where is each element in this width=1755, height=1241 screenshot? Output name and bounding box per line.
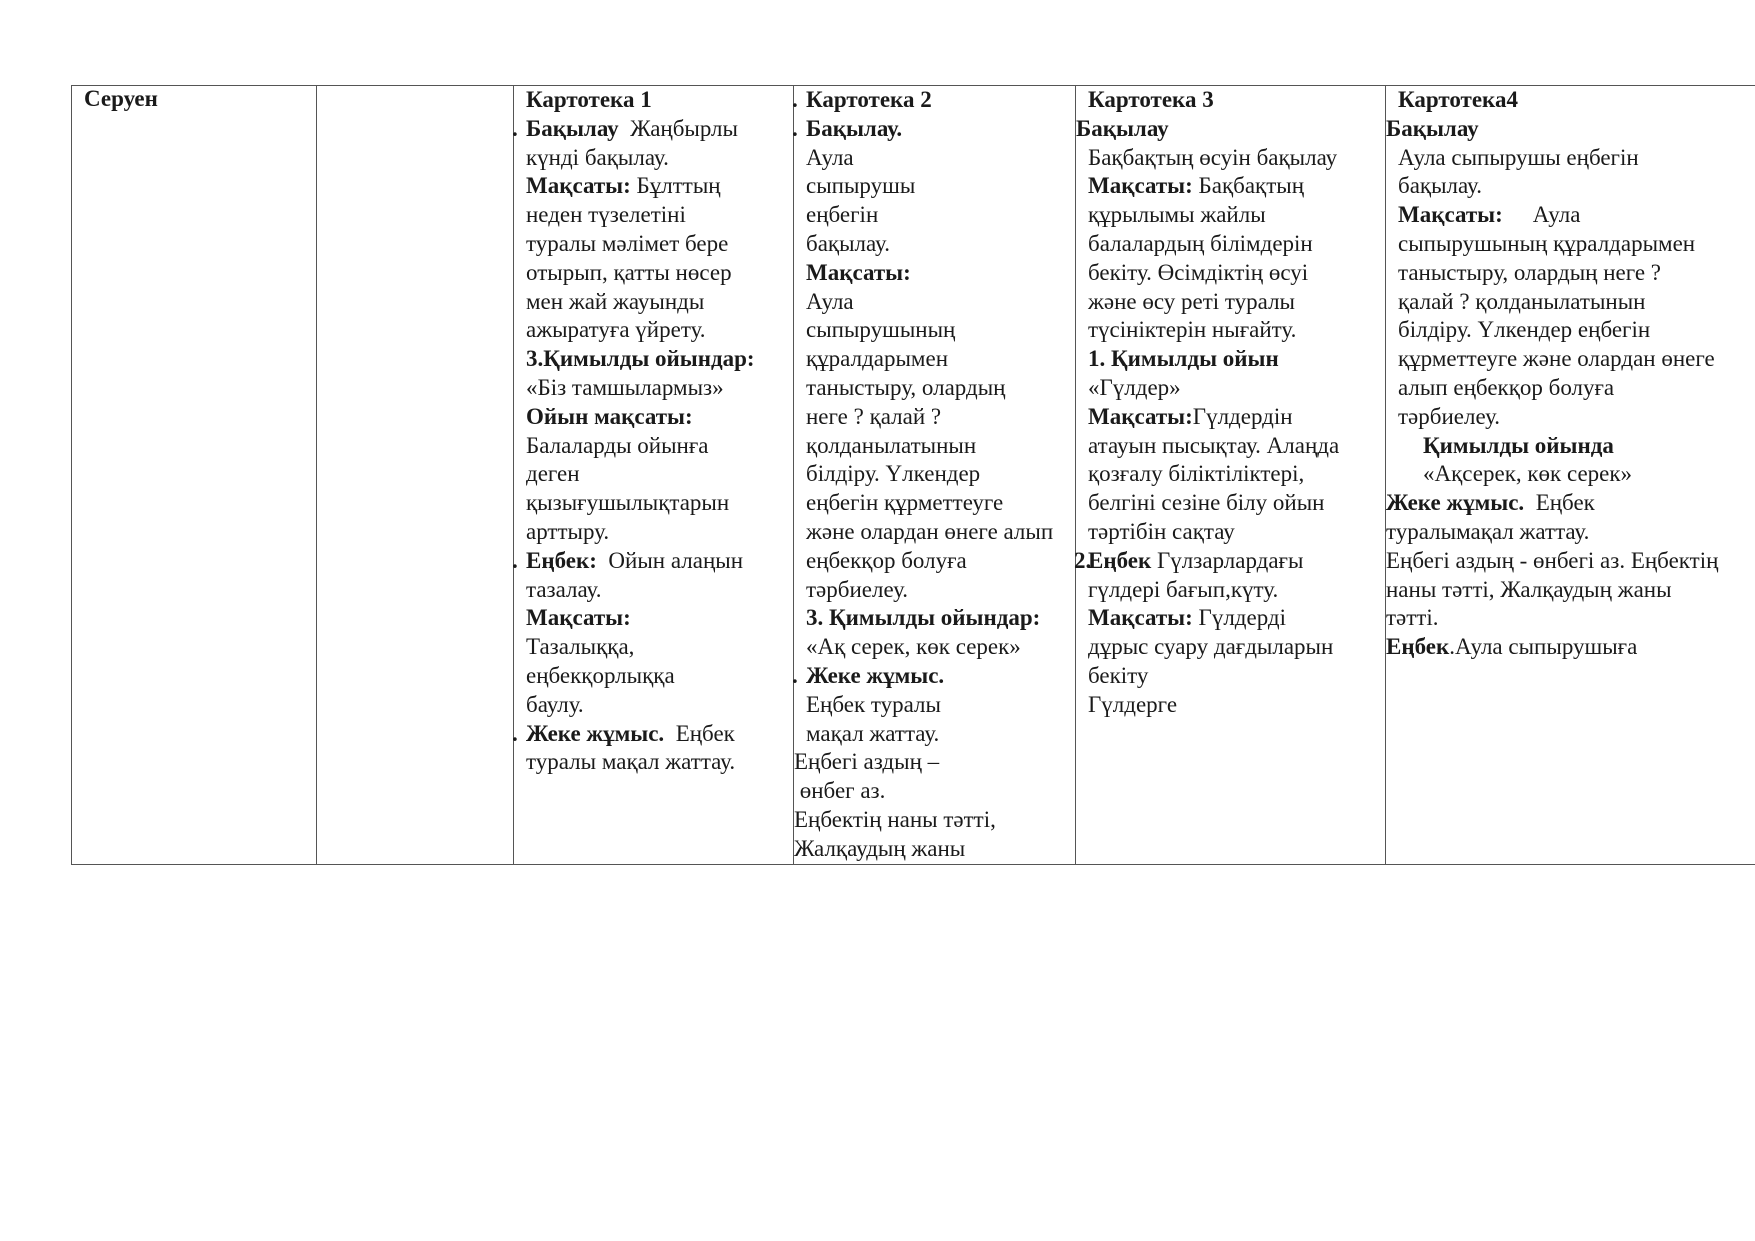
line-text: бекіту xyxy=(1088,662,1149,688)
line-text: түсініктерін нығайту. xyxy=(1088,317,1297,343)
card-line xyxy=(794,403,1075,432)
card-line xyxy=(1386,604,1755,633)
line-text: құрметтеуге және олардан өнеге xyxy=(1398,346,1715,372)
line-text: «Ақсерек, көк серек» xyxy=(1423,461,1633,487)
card-line xyxy=(514,576,793,605)
card-line xyxy=(794,633,1075,662)
card-line xyxy=(514,172,793,201)
card-line xyxy=(514,403,793,432)
line-text: қолданылатынын xyxy=(806,432,977,458)
line-heading: Жеке жұмыс. xyxy=(526,720,665,746)
line-text: Еңбек туралы xyxy=(806,691,941,717)
card-line xyxy=(1076,576,1385,605)
line-text: «Гүлдер» xyxy=(1088,374,1181,400)
line-text: сыпырушының xyxy=(806,317,956,343)
line-text: неден түзелетіні xyxy=(526,202,686,228)
line-text: және олардан өнеге алып xyxy=(806,518,1054,544)
line-heading: Жеке жұмыс. xyxy=(806,662,945,688)
line-heading: Мақсаты: xyxy=(806,259,911,285)
list-bullet: . xyxy=(512,115,518,141)
line-text: қалай ? қолданылатынын xyxy=(1398,288,1646,314)
card-line xyxy=(1386,460,1755,489)
card-line xyxy=(1386,201,1755,230)
line-text: Гүлдерге xyxy=(1088,691,1178,717)
card-line xyxy=(1076,115,1385,144)
line-text: неге ? қалай ? xyxy=(806,403,942,429)
card-line xyxy=(514,230,793,259)
line-text: Балаларды ойынға xyxy=(526,432,709,458)
line-text: Жаңбырлы xyxy=(618,115,738,141)
line-text: бақылау. xyxy=(806,230,891,256)
table-row xyxy=(72,86,1755,865)
card-line xyxy=(1076,518,1385,547)
card-line xyxy=(1386,144,1755,173)
card-line xyxy=(794,806,1075,835)
card-line xyxy=(514,288,793,317)
line-text: Аула xyxy=(1532,202,1581,228)
card-line xyxy=(1386,345,1755,374)
line-text: тәрбиелеу. xyxy=(1398,403,1501,429)
card-line xyxy=(1386,432,1755,461)
line-text: сыпырушының құралдарымен xyxy=(1398,230,1696,256)
card-line xyxy=(794,230,1075,259)
card-line xyxy=(514,604,793,633)
card-line xyxy=(794,115,1075,144)
line-text: наны тәтті, Жалқаудың жаны xyxy=(1386,576,1672,602)
line-heading: Еңбек xyxy=(1088,547,1152,573)
line-heading: Бақылау. xyxy=(806,115,903,141)
line-text: .Аула сыпырушыға xyxy=(1449,634,1638,660)
line-text: Аула xyxy=(806,144,854,170)
list-bullet: . xyxy=(792,115,798,141)
list-bullet: . xyxy=(512,720,518,746)
card-line xyxy=(794,547,1075,576)
line-text: «Біз тамшылармыз» xyxy=(526,374,724,400)
line-text: білдіру. Үлкендер еңбегін xyxy=(1398,317,1651,343)
line-text: туралы мәлімет бере xyxy=(526,230,729,256)
card-line xyxy=(1386,316,1755,345)
line-text: құралдарымен xyxy=(806,346,948,372)
line-text: құрылымы жайлы xyxy=(1088,202,1266,228)
card-line xyxy=(794,604,1075,633)
card-line xyxy=(514,547,793,576)
list-bullet: . xyxy=(792,87,798,112)
card-line xyxy=(514,345,793,374)
line-heading: Еңбек xyxy=(1386,634,1450,660)
line-heading: Бақылау xyxy=(1076,115,1169,141)
card-cell-4 xyxy=(1386,86,1755,865)
card-line xyxy=(794,662,1075,691)
card-line xyxy=(514,201,793,230)
line-text: сыпырушы xyxy=(806,173,916,199)
line-heading: Мақсаты: xyxy=(1088,403,1193,429)
line-text: ажыратуға үйрету. xyxy=(526,317,706,343)
card-line xyxy=(794,691,1075,720)
card-line xyxy=(794,835,1075,864)
card-line xyxy=(794,374,1075,403)
list-bullet: . xyxy=(792,662,798,688)
line-text: Еңбегі аздың – xyxy=(794,749,940,775)
card-line xyxy=(1386,288,1755,317)
card-line xyxy=(514,748,793,777)
line-text: алып еңбекқор болуға xyxy=(1398,374,1615,400)
line-text: туралымақал жаттау. xyxy=(1386,518,1590,544)
card-body-1 xyxy=(514,86,793,864)
card-cell-1 xyxy=(514,86,794,865)
line-text: таныстыру, олардың xyxy=(806,374,1006,400)
line-text: Аула сыпырушы еңбегін xyxy=(1398,144,1639,170)
card-line xyxy=(794,748,1075,777)
line-text: Бұлттың xyxy=(630,173,721,199)
card-title: Картотека4 xyxy=(1398,87,1518,112)
line-heading: Мақсаты: xyxy=(526,605,631,631)
line-text: Еңбектің наны тәтті, xyxy=(794,806,996,832)
card-line xyxy=(1076,374,1385,403)
card-line xyxy=(1076,547,1385,576)
line-text: гүлдері бағып,күту. xyxy=(1088,576,1279,602)
card-line xyxy=(1386,547,1755,576)
card-line xyxy=(1386,115,1755,144)
plan-table xyxy=(71,85,1755,865)
card-line xyxy=(514,115,793,144)
list-bullet: . xyxy=(512,547,518,573)
line-heading: Еңбек: xyxy=(526,547,597,573)
empty-cell xyxy=(317,86,514,865)
line-text: Тазалыққа, xyxy=(526,634,635,660)
line-text: Еңбегі аздың - өнбегі аз. Еңбектің xyxy=(1386,547,1719,573)
card-line xyxy=(514,489,793,518)
line-heading: Қимылды ойында xyxy=(1423,432,1614,458)
card-body-2 xyxy=(794,86,1075,864)
line-text: еңбегін xyxy=(806,202,879,228)
card-line xyxy=(1076,144,1385,173)
line-text: бақылау. xyxy=(1398,173,1483,199)
card-line xyxy=(1076,230,1385,259)
line-heading: Ойын мақсаты: xyxy=(526,403,693,429)
card-line xyxy=(1386,633,1755,662)
line-text: Еңбек xyxy=(1524,490,1595,516)
line-text: өнбег аз. xyxy=(794,778,886,804)
list-bullet: 2. xyxy=(1074,547,1092,573)
line-text: Аула xyxy=(806,288,854,314)
card-line xyxy=(1386,374,1755,403)
line-text: Бақбақтың өсуін бақылау xyxy=(1088,144,1338,170)
card-line xyxy=(794,144,1075,173)
card-title: Картотека 1 xyxy=(526,87,652,112)
card-line xyxy=(514,259,793,288)
card-line xyxy=(1076,288,1385,317)
card-line xyxy=(514,316,793,345)
line-text: тәртібін сақтау xyxy=(1088,518,1235,544)
card-line xyxy=(794,172,1075,201)
card-line xyxy=(1386,576,1755,605)
card-cell-3 xyxy=(1076,86,1386,865)
card-title: Картотека 3 xyxy=(1088,87,1214,112)
card-line xyxy=(794,259,1075,288)
line-heading: Бақылау xyxy=(1386,115,1479,141)
line-text: тазалау. xyxy=(526,576,602,602)
card-line xyxy=(1076,345,1385,374)
line-heading: Мақсаты: xyxy=(526,173,631,199)
card-line xyxy=(794,288,1075,317)
card-body-3 xyxy=(1076,86,1385,864)
card-line xyxy=(794,777,1075,806)
card-line xyxy=(794,432,1075,461)
line-heading: 3.Қимылды ойындар: xyxy=(526,346,755,372)
line-heading: Жеке жұмыс. xyxy=(1386,490,1525,516)
row-label-cell xyxy=(72,86,317,865)
line-text: Еңбек xyxy=(664,720,735,746)
line-text: балалардың білімдерін xyxy=(1088,230,1313,256)
card-title: Картотека 2 . xyxy=(794,86,1075,115)
card-line xyxy=(1386,172,1755,201)
line-heading: Мақсаты: xyxy=(1088,605,1193,631)
line-heading: Мақсаты: xyxy=(1398,202,1503,228)
card-line xyxy=(1386,259,1755,288)
card-line xyxy=(514,633,793,662)
line-text: Гүлдердін xyxy=(1192,403,1293,429)
line-heading: 1. Қимылды ойын xyxy=(1088,346,1279,372)
card-line xyxy=(514,374,793,403)
line-text: мен жай жауынды xyxy=(526,288,705,314)
card-line xyxy=(1386,518,1755,547)
line-text: Ойын алаңын xyxy=(596,547,744,573)
line-text: тәрбиелеу. xyxy=(806,576,909,602)
card-line xyxy=(794,489,1075,518)
card-line xyxy=(514,720,793,749)
card-line xyxy=(1076,662,1385,691)
line-text: Гүлдерді xyxy=(1192,605,1287,631)
line-text: дұрыс суару дағдыларын xyxy=(1088,634,1334,660)
line-text: қозғалу біліктіліктері, xyxy=(1088,461,1305,487)
card-line xyxy=(514,662,793,691)
card-line xyxy=(514,518,793,547)
card-line xyxy=(514,691,793,720)
line-text: және өсу реті туралы xyxy=(1088,288,1296,314)
card-line xyxy=(1076,201,1385,230)
line-text: еңбекқорлыққа xyxy=(526,662,675,688)
line-text: бекіту. Өсімдіктің өсуі xyxy=(1088,259,1309,285)
line-text: баулу. xyxy=(526,691,584,717)
line-text: күнді бақылау. xyxy=(526,144,669,170)
card-line xyxy=(1076,460,1385,489)
card-line xyxy=(1076,172,1385,201)
card-line xyxy=(514,460,793,489)
card-line xyxy=(794,316,1075,345)
card-line xyxy=(794,460,1075,489)
card-body-4 xyxy=(1386,86,1755,864)
line-text: «Ақ серек, көк серек» xyxy=(806,634,1021,660)
line-text: таныстыру, олардың неге ? xyxy=(1398,259,1662,285)
card-line xyxy=(1076,432,1385,461)
card-line xyxy=(1386,230,1755,259)
line-text: мақал жаттау. xyxy=(806,720,940,746)
card-line xyxy=(1076,259,1385,288)
card-line xyxy=(794,345,1075,374)
line-text: қызығушылықтарын xyxy=(526,490,730,516)
line-text: отырып, қатты нөсер xyxy=(526,259,732,285)
card-line xyxy=(1076,691,1385,720)
card-line xyxy=(1386,403,1755,432)
card-line xyxy=(1076,604,1385,633)
card-line xyxy=(794,720,1075,749)
line-heading: 3. Қимылды ойындар: xyxy=(806,605,1041,631)
line-text: тәтті. xyxy=(1386,605,1439,631)
card-line xyxy=(1076,489,1385,518)
card-line xyxy=(1386,489,1755,518)
card-cell-2 xyxy=(794,86,1076,865)
line-text: деген xyxy=(526,461,580,487)
line-text: еңбекқор болуға xyxy=(806,547,967,573)
line-text: туралы мақал жаттау. xyxy=(526,749,736,775)
line-text: білдіру. Үлкендер xyxy=(806,461,981,487)
card-line xyxy=(514,432,793,461)
card-line xyxy=(1076,403,1385,432)
card-line xyxy=(514,144,793,173)
row-label: Серуен xyxy=(84,86,158,111)
line-text: атауын пысықтау. Алаңда xyxy=(1088,432,1340,458)
line-text: белгіні сезіне білу ойын xyxy=(1088,490,1325,516)
card-line xyxy=(1076,316,1385,345)
line-text: Жалқаудың жаны xyxy=(794,835,966,861)
card-line xyxy=(794,201,1075,230)
line-heading: Мақсаты: xyxy=(1088,173,1193,199)
line-text: Гүлзарлардағы xyxy=(1151,547,1304,573)
line-heading: Бақылау xyxy=(526,115,619,141)
line-text: арттыру. xyxy=(526,518,610,544)
card-line xyxy=(1076,633,1385,662)
card-line xyxy=(794,518,1075,547)
line-text: еңбегін құрметтеуге xyxy=(806,490,1004,516)
line-text: Бақбақтың xyxy=(1192,173,1305,199)
card-line xyxy=(794,576,1075,605)
